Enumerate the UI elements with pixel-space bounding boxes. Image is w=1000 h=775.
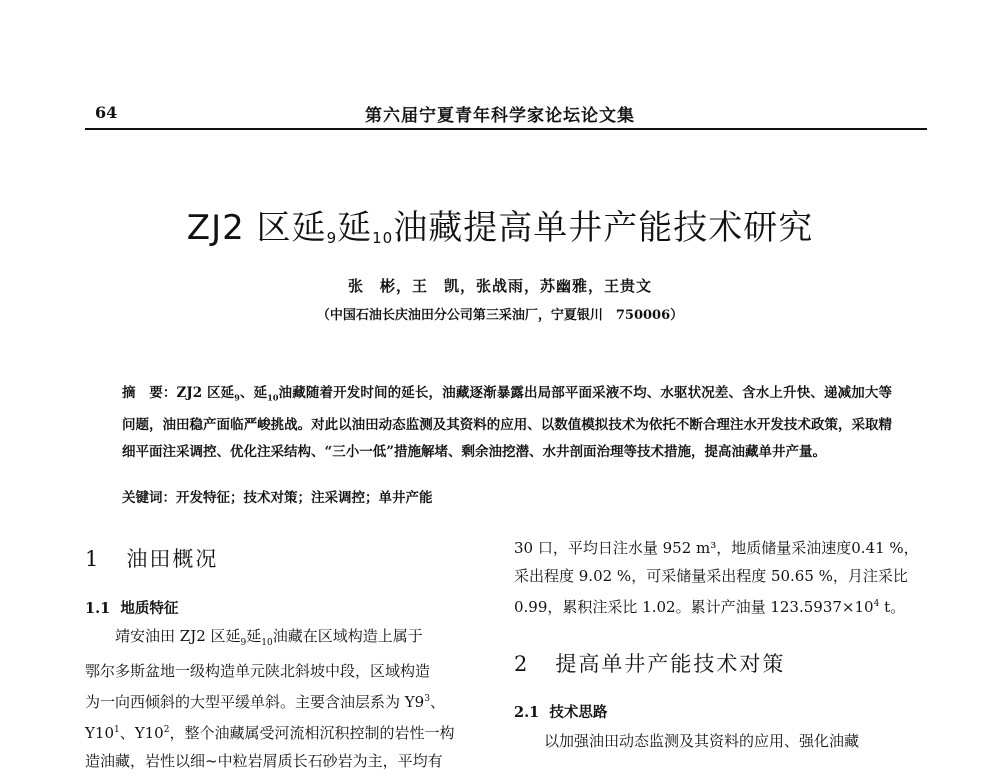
section-1-heading: 1 油田概况 bbox=[85, 547, 219, 571]
affiliation: （中国石油长庆油田分公司第三采油厂，宁夏银川 750006） bbox=[316, 308, 684, 323]
running-header: 第六届宁夏青年科学家论坛论文集 bbox=[365, 106, 635, 126]
page-number: 64 bbox=[95, 103, 118, 122]
keywords: 关键词：开发特征；技术对策；注采调控；单井产能 bbox=[122, 490, 433, 506]
section-2-heading: 2 提高单井产能技术对策 bbox=[514, 652, 786, 676]
section-1-continued: 30 口，平均日注水量 952 m³，地质储量采油速度0.41 %， 采出程度 9.02 %，可采储量采出程度 50.65 %，月注采比 0.99，累积注采比 1.02。累计产油量 $123.5937\times 10^4$ t。 bbox=[514, 539, 919, 616]
subsection-2-1-heading: 2.1 技术思路 bbox=[514, 704, 608, 721]
section-1-1-body: 靖安油田 ZJ2 区延$_9$延$_{10}$油藏在区域构造上属于 鄂尔多斯盆地一级构造单元陕北斜坡中段，区域构造 为一向西倾斜的大型平缓单斜。主要含油层系为 $Y9^3$、 $Y10^1$、$Y10^2$，整个油藏属受河流相沉积控制的岩性一构 造油藏，岩性以细~中粒岩屑质长石砂岩为主，平均有 bbox=[85, 627, 455, 770]
subsection-1-1-heading: 1.1 地质特征 bbox=[85, 600, 179, 617]
header-rule bbox=[85, 128, 927, 130]
section-2-1-body: 以加强油田动态监测及其资料的应用、强化油藏 bbox=[544, 732, 860, 750]
abstract: 摘 要：ZJ2 区延$_9$、延$_{10}$油藏随着开发时间的延长，油藏逐渐暴露出局部平面采液不均、水驱状况差、含水上升快、递减加大等问题，油田稳产面临严峻挑战。对此以油田动态监测及其资料的应用、以数值模拟技术为依托不断合理注水开发技术政策，采取精细平面注采调控、优化注采结构、“三小一低”措施解堵、剩余油挖潜、水井剖面治理等技术措施，提高油藏单井产量。 bbox=[122, 385, 893, 460]
abstract-label: 摘 要： bbox=[122, 385, 177, 401]
authors: 张 彬，王 凯，张战雨，苏幽雅，王贵文 bbox=[347, 277, 652, 295]
article-title: ZJ2 区延$_9$延$_{10}$油藏提高单井产能技术研究 bbox=[186, 208, 814, 248]
